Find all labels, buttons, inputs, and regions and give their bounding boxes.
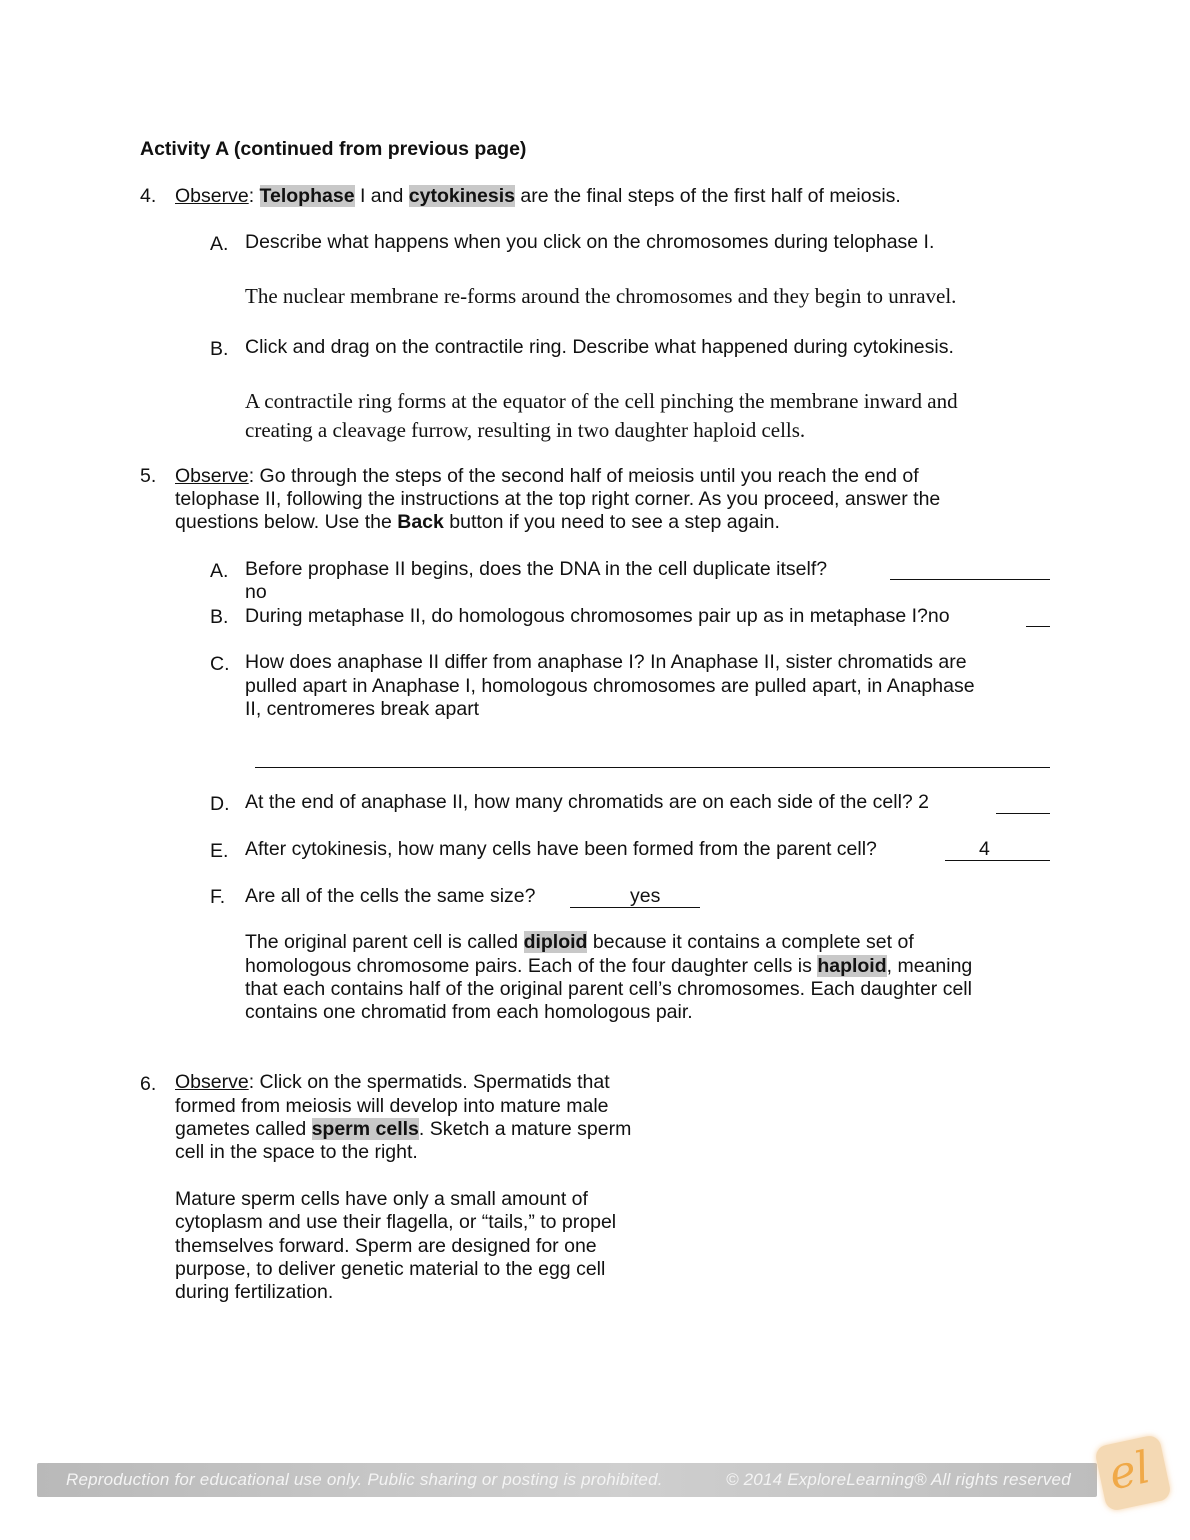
question-5-line-3: questions below. Use the Back button if you need to see a step again. (175, 511, 780, 533)
diploid-paragraph-line-2: homologous chromosome pairs. Each of the four daughter cells is haploid, meaning (245, 955, 973, 977)
q5f-question: Are all of the cells the same size? (245, 885, 536, 907)
explorelearning-logo-icon: el (1094, 1434, 1172, 1512)
question-6-number: 6. (140, 1073, 157, 1095)
diploid-paragraph-line-1: The original parent cell is called diploid because it contains a complete set of (245, 931, 914, 953)
q5f-letter: F. (210, 886, 226, 908)
q4b-question: Click and drag on the contractile ring. Describe what happened during cytokinesis. (245, 336, 954, 358)
q5b-answer-line[interactable] (1026, 604, 1050, 627)
q5c-answer-line[interactable] (255, 745, 1050, 768)
q5d-letter: D. (210, 793, 230, 815)
sperm-paragraph-line-5: during fertilization. (175, 1281, 334, 1303)
q5a-answer-line[interactable] (890, 557, 1050, 580)
activity-heading: Activity A (continued from previous page) (140, 138, 527, 160)
q5e-answer-line[interactable] (945, 838, 1050, 861)
q5d-answer-line[interactable] (996, 791, 1050, 814)
q4b-answer-line-2[interactable]: creating a cleavage furrow, resulting in two daughter haploid cells. (245, 418, 806, 442)
q4b-answer-line-1[interactable]: A contractile ring forms at the equator of the cell pinching the membrane inward and (245, 389, 958, 413)
question-6-line-2: formed from meiosis will develop into mature male (175, 1095, 609, 1117)
q4a-answer[interactable]: The nuclear membrane re-forms around the chromosomes and they begin to unravel. (245, 284, 957, 308)
q5c-line-3[interactable]: II, centromeres break apart (245, 698, 480, 720)
q5b-question: During metaphase II, do homologous chromosomes pair up as in metaphase I?no (245, 605, 950, 627)
q5c-line-1: How does anaphase II differ from anaphase I? In Anaphase II, sister chromatids are (245, 651, 967, 673)
q5a-answer[interactable]: no (245, 581, 267, 603)
question-6-line-4: cell in the space to the right. (175, 1141, 418, 1163)
question-6-line-3: gametes called sperm cells. Sketch a mature sperm (175, 1118, 632, 1140)
q5a-letter: A. (210, 560, 229, 582)
term-diploid: diploid (523, 931, 588, 953)
q5e-answer[interactable]: 4 (979, 838, 990, 860)
question-4-prompt: Observe: Telophase I and cytokinesis are the final steps of the first half of meiosis. (175, 185, 901, 207)
sperm-paragraph-line-3: themselves forward. Sperm are designed for one (175, 1235, 597, 1257)
diploid-paragraph-line-3: that each contains half of the original parent cell’s chromosomes. Each daughter cell (245, 978, 972, 1000)
term-haploid: haploid (817, 955, 887, 977)
q5f-answer[interactable]: yes (630, 885, 661, 907)
q4a-letter: A. (210, 233, 229, 255)
back-button-term: Back (397, 511, 444, 533)
question-6-line-1: Observe: Click on the spermatids. Spermatids that (175, 1071, 610, 1093)
q5c-line-2[interactable]: pulled apart in Anaphase I, homologous chromosomes are pulled apart, in Anaphase (245, 675, 975, 697)
diploid-paragraph-line-4: contains one chromatid from each homologous pair. (245, 1001, 693, 1023)
q4b-letter: B. (210, 338, 229, 360)
sperm-sketch-area[interactable] (700, 1070, 1120, 1370)
sperm-paragraph-line-4: purpose, to deliver genetic material to the egg cell (175, 1258, 606, 1280)
q5c-letter: C. (210, 653, 230, 675)
question-5-number: 5. (140, 465, 157, 487)
observe-label: Observe (175, 185, 249, 207)
observe-label: Observe (175, 465, 249, 487)
question-5-line-1: Observe: Go through the steps of the second half of meiosis until you reach the end of (175, 465, 919, 487)
q5a-question: Before prophase II begins, does the DNA in the cell duplicate itself? (245, 558, 828, 580)
q5b-letter: B. (210, 606, 229, 628)
sperm-paragraph-line-2: cytoplasm and use their flagella, or “tails,” to propel (175, 1211, 617, 1233)
question-4-number: 4. (140, 185, 157, 207)
term-sperm-cells: sperm cells (311, 1118, 419, 1140)
term-telophase: Telophase (259, 185, 355, 207)
q5d-question: At the end of anaphase II, how many chromatids are on each side of the cell? 2 (245, 791, 930, 813)
term-cytokinesis: cytokinesis (408, 185, 515, 207)
q5e-letter: E. (210, 840, 229, 862)
q5e-question: After cytokinesis, how many cells have been formed from the parent cell? (245, 838, 877, 860)
observe-label: Observe (175, 1071, 249, 1093)
footer-copyright: © 2014 ExploreLearning® All rights reserved (726, 1470, 1071, 1489)
sperm-paragraph-line-1: Mature sperm cells have only a small amount of (175, 1188, 588, 1210)
q4a-question: Describe what happens when you click on the chromosomes during telophase I. (245, 231, 935, 253)
question-5-line-2: telophase II, following the instructions at the top right corner. As you proceed, answer the (175, 488, 941, 510)
footer-disclaimer: Reproduction for educational use only. Public sharing or posting is prohibited. (66, 1470, 663, 1489)
